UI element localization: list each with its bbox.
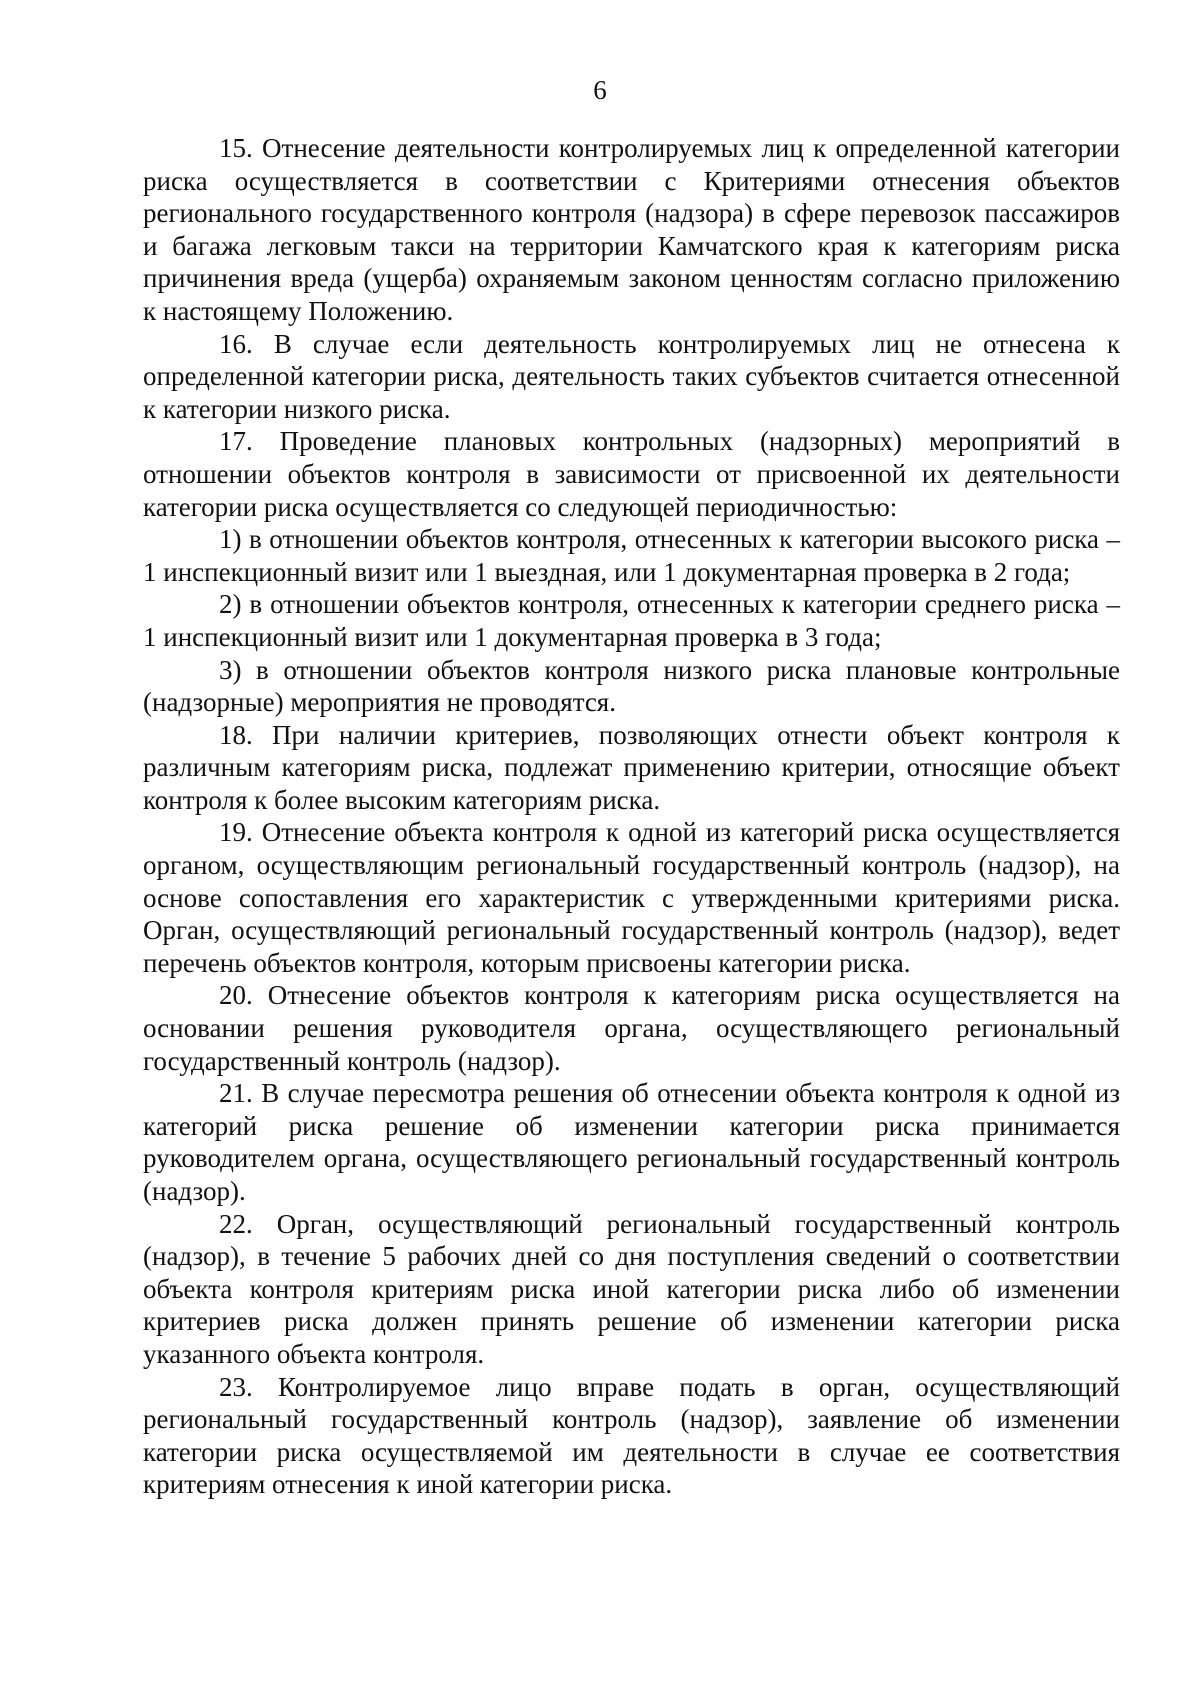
paragraph-15: 15. Отнесение деятельности контролируемых лиц к определенной категории риска осуществляется в соответствии с Критериями отнесения объектов регионального государственного контроля (надзора) в сфере перевозок пассажиров и багажа легковым такси на территории Камчатского края к категориям риска причинения вреда (ущерба) охраняемым законом ценностям согласно приложению к настоящему Положению. <box>143 133 1120 326</box>
paragraph-18: 18. При наличии критериев, позволяющих отнести объект контроля к различным категориям риска, подлежат применению критерии, относящие объект контроля к более высоким категориям риска. <box>143 719 1120 815</box>
paragraph-22: 22. Орган, осуществляющий региональный государственный контроль (надзор), в течение 5 рабочих дней со дня поступления сведений о соответствии объекта контроля критериям риска иной категории риска либо об изменении критериев риска должен принять решение об изменении категории риска указанного объекта контроля. <box>143 1208 1120 1369</box>
document-body <box>143 132 1120 1501</box>
paragraph-23: 23. Контролируемое лицо вправе подать в орган, осуществляющий региональный государственный контроль (надзор), заявление об изменении категории риска осуществляемой им деятельности в случае ее соответствия критериям отнесения к иной категории риска. <box>143 1371 1120 1500</box>
paragraph-17-item-3: 3) в отношении объектов контроля низкого риска плановые контрольные (надзорные) мероприятия не проводятся. <box>143 654 1120 718</box>
paragraph-16: 16. В случае если деятельность контролируемых лиц не отнесена к определенной категории риска, деятельность таких субъектов считается отнесенной к категории низкого риска. <box>143 328 1120 424</box>
paragraph-21: 21. В случае пересмотра решения об отнесении объекта контроля к одной из категорий риска решение об изменении категории риска принимается руководителем органа, осуществляющего региональный государственный контроль (надзор). <box>143 1078 1120 1206</box>
paragraph-19: 19. Отнесение объекта контроля к одной из категорий риска осуществляется органом, осуществляющим региональный государственный контроль (надзор), на основе сопоставления его характеристик с утвержденными критериями риска. Орган, осуществляющий региональный государственный контроль (надзор), ведет перечень объектов контроля, которым присвоены категории риска. <box>143 817 1120 978</box>
paragraph-17: 17. Проведение плановых контрольных (надзорных) мероприятий в отношении объектов контроля в зависимости от присвоенной их деятельности категории риска осуществляется со следующей периодичностью: <box>143 426 1120 522</box>
paragraph-17-item-2: 2) в отношении объектов контроля, отнесенных к категории среднего риска – 1 инспекционный визит или 1 документарная проверка в 3 года; <box>143 589 1120 652</box>
paragraph-20: 20. Отнесение объектов контроля к категориям риска осуществляется на основании решения руководителя органа, осуществляющего региональный государственный контроль (надзор). <box>143 980 1120 1076</box>
page-number: 6 <box>593 75 607 105</box>
paragraph-17-item-1: 1) в отношении объектов контроля, отнесенных к категории высокого риска – 1 инспекционный визит или 1 выездная, или 1 документарная проверка в 2 года; <box>143 524 1120 587</box>
